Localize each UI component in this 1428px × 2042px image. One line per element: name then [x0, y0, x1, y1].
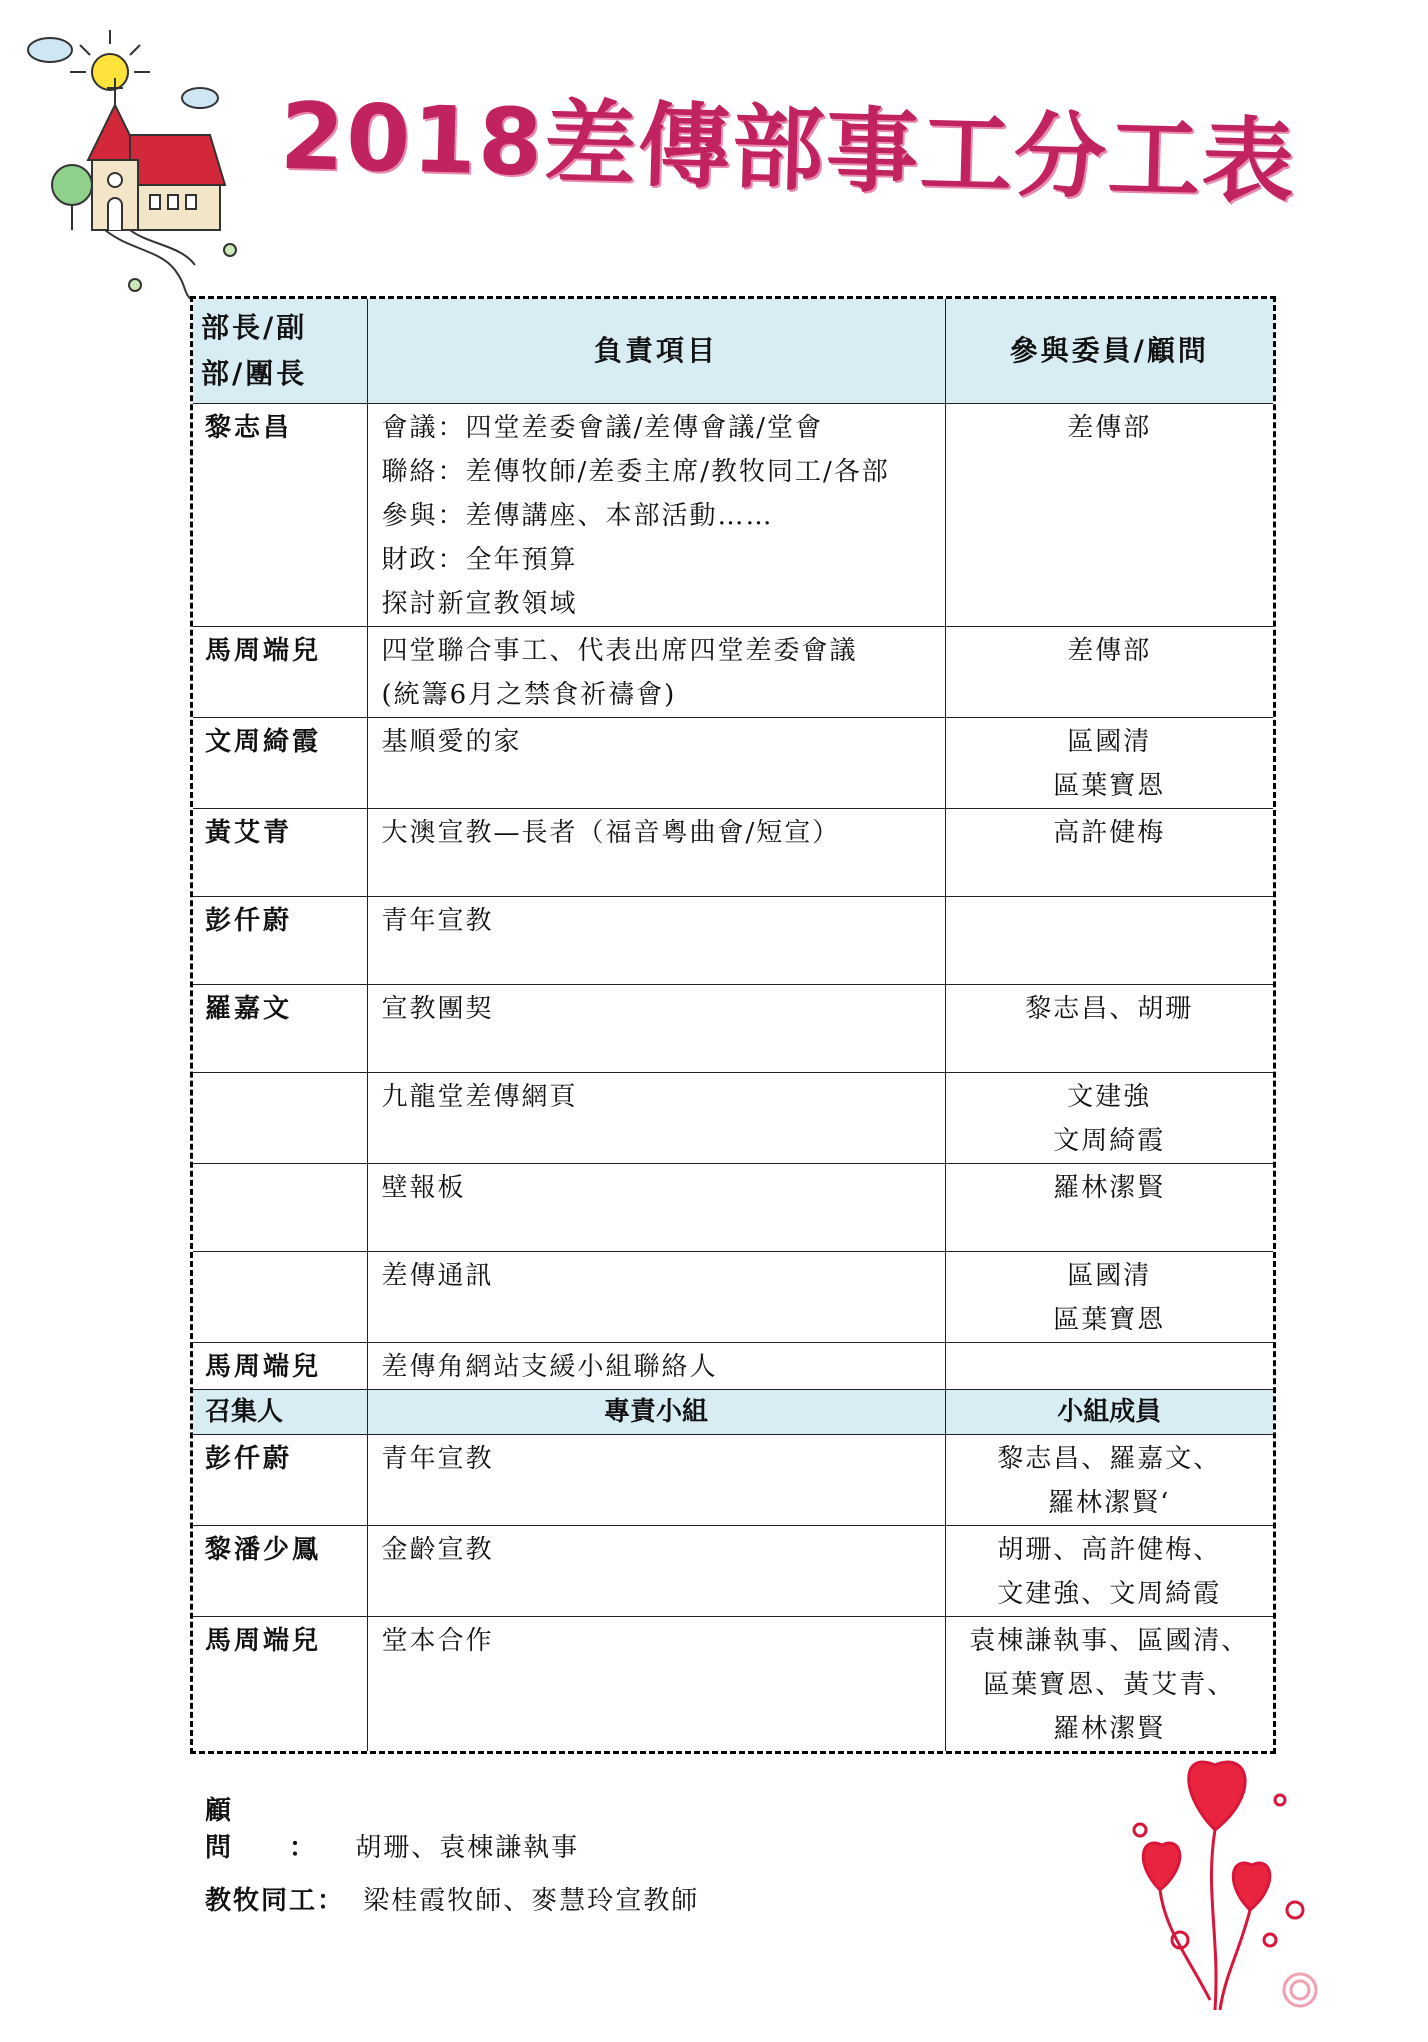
row-name: 馬周端兒 — [193, 1343, 367, 1390]
subheader-convener: 召集人 — [193, 1390, 367, 1435]
row-duties: 壁報板 — [367, 1164, 945, 1252]
row-members: 區國清 區葉寶恩 — [945, 718, 1273, 809]
row-duties: 差傳通訊 — [367, 1252, 945, 1343]
table-row — [193, 809, 1273, 897]
row-members: 文建強 文周綺霞 — [945, 1073, 1273, 1164]
table-row — [193, 718, 1273, 809]
row-duties: 會議：四堂差委會議/差傳會議/堂會 聯絡：差傳牧師/差委主席/教牧同工/各部 參與：差傳講座、本部活動…… 財政：全年預算 探討新宣教領域 — [367, 404, 945, 627]
advisor-label: 顧問： — [205, 1796, 374, 1863]
row-name — [193, 1252, 367, 1343]
table-row — [193, 627, 1273, 718]
table-row — [193, 1617, 1273, 1752]
row-name: 馬周端兒 — [193, 627, 367, 718]
row-members: 胡珊、高許健梅、 文建強、文周綺霞 — [945, 1526, 1273, 1617]
assignment-table-frame — [190, 296, 1276, 1754]
row-duties: 差傳角網站支緩小組聯絡人 — [367, 1343, 945, 1390]
row-name: 彭仟蔚 — [193, 897, 367, 985]
staff-label: 教牧同工： — [205, 1886, 346, 1916]
table-row — [193, 1343, 1273, 1390]
row-duties: 堂本合作 — [367, 1617, 945, 1752]
advisor-value: 胡珊、袁棟謙執事 — [355, 1833, 580, 1863]
table-row — [193, 1252, 1273, 1343]
church-illustration — [10, 10, 250, 310]
staff-value: 梁桂霞牧師、麥慧玲宣教師 — [363, 1886, 700, 1916]
row-members: 區國清 區葉寶恩 — [945, 1252, 1273, 1343]
header-duties: 負責項目 — [367, 299, 945, 404]
row-members — [945, 1343, 1273, 1390]
row-name: 黃艾青 — [193, 809, 367, 897]
row-duties: 宣教團契 — [367, 985, 945, 1073]
table-row — [193, 1435, 1273, 1526]
row-name: 黎志昌 — [193, 404, 367, 627]
row-name: 黎潘少鳳 — [193, 1526, 367, 1617]
table-row — [193, 1164, 1273, 1252]
row-duties: 九龍堂差傳網頁 — [367, 1073, 945, 1164]
row-name: 文周綺霞 — [193, 718, 367, 809]
row-members: 差傳部 — [945, 627, 1273, 718]
row-duties: 基順愛的家 — [367, 718, 945, 809]
row-name: 馬周端兒 — [193, 1617, 367, 1752]
row-members: 袁棟謙執事、區國清、 區葉寶恩、黃艾青、 羅林潔賢 — [945, 1617, 1273, 1752]
table-row — [193, 897, 1273, 985]
row-duties: 青年宣教 — [367, 897, 945, 985]
table-row — [193, 1526, 1273, 1617]
staff-line — [205, 1880, 699, 1917]
row-duties: 大澳宣教—長者（福音粵曲會/短宣） — [367, 809, 945, 897]
subheader-group: 專責小組 — [367, 1390, 945, 1435]
row-duties: 金齡宣教 — [367, 1526, 945, 1617]
page-title: 2018差傳部事工分工表 — [278, 82, 1298, 217]
hearts-illustration — [1120, 1740, 1360, 2020]
row-members: 黎志昌、羅嘉文、 羅林潔賢‘ — [945, 1435, 1273, 1526]
row-members: 黎志昌、胡珊 — [945, 985, 1273, 1073]
row-name — [193, 1164, 367, 1252]
table-row — [193, 985, 1273, 1073]
advisor-line — [205, 1790, 579, 1864]
table-row — [193, 1073, 1273, 1164]
table-row — [193, 404, 1273, 627]
row-members: 差傳部 — [945, 404, 1273, 627]
row-duties: 青年宣教 — [367, 1435, 945, 1526]
row-members — [945, 897, 1273, 985]
table-header-row — [193, 299, 1273, 404]
row-name: 彭仟蔚 — [193, 1435, 367, 1526]
header-members: 參與委員/顧問 — [945, 299, 1273, 404]
header-director: 部長/副 部/團長 — [193, 299, 367, 404]
row-name: 羅嘉文 — [193, 985, 367, 1073]
subheader-members: 小組成員 — [945, 1390, 1273, 1435]
assignment-table — [193, 299, 1273, 1751]
row-members: 羅林潔賢 — [945, 1164, 1273, 1252]
row-duties: 四堂聯合事工、代表出席四堂差委會議 (統籌6月之禁食祈禱會) — [367, 627, 945, 718]
group-header-row — [193, 1390, 1273, 1435]
row-members: 高許健梅 — [945, 809, 1273, 897]
row-name — [193, 1073, 367, 1164]
